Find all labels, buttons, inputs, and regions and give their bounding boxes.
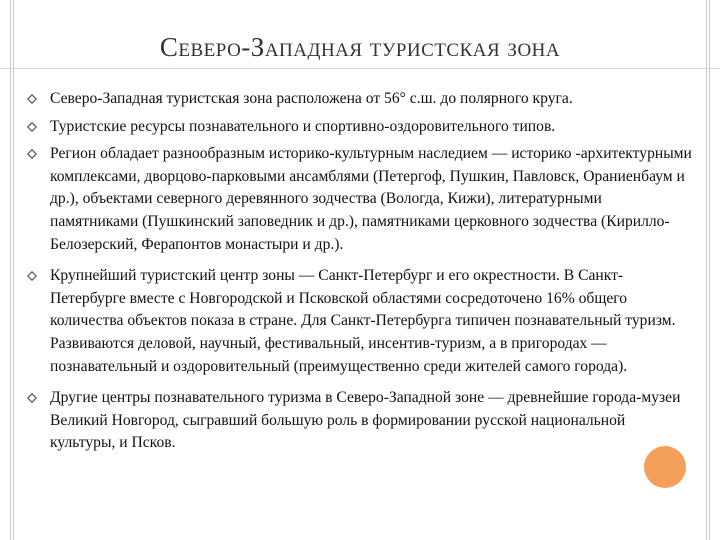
bullet-text: Северо-Западная туристская зона расположена от 56° с.ш. до полярного круга. [50,90,573,107]
right-border-line [709,0,710,540]
left-border-line [10,0,11,540]
left-border-line-inner [13,0,14,540]
diamond-outline-icon [27,393,37,403]
diamond-outline-icon [27,94,37,104]
bullet-text: Другие центры познавательного туризма в Северо-Западной зоне — древнейшие города-музеи Великий Новгород, сыгравший большую роль в формировании русской национальной культуры, и Псков. [50,389,681,452]
diamond-outline-icon [27,271,37,281]
title-area [30,30,690,64]
diamond-outline-icon [27,122,37,132]
right-border-line-inner [706,0,707,540]
bullet-item [25,143,693,256]
bullet-text: Туристские ресурсы познавательного и спортивно-оздоровительного типов. [50,117,556,135]
title-divider [0,68,720,69]
bullet-list [25,88,693,464]
bullet-text: Крупнейший туристский центр зоны — Санкт-Петербург и его окрестности. В Санкт-Петербурге вместе с Новгородской и Псковской областями сосредоточено 16% общего количества объектов показа в стране. Для Санкт-Петербурга типичен познавательный туризм. Развиваются деловой, научный, фестивальный, инсентив-туризм, а в пригородах — познавательный и оздоровительный (преимущественно среди жителей самого города). [50,267,676,375]
bullet-item [25,116,693,139]
bullet-item [25,265,693,378]
slide-title: Северо-Западная туристская зона [159,32,561,62]
decorative-orange-circle [644,446,686,488]
bullet-item [25,88,693,111]
diamond-outline-icon [27,149,37,159]
bullet-text: Регион обладает разнообразным историко-культурным наследием — историко -архитектурными комплексами, дворцово-парковыми ансамблями (Петергоф, Пушкин, Павловск, Ораниенбаум и др.), объектами северного деревянного зодчества (Вологда, Кижи), литературными памятниками (Пушкинский заповедник и др.), памятниками церковного зодчества (Кирилло-Белозерский, Ферапонтов монастыри и др.). [50,145,692,253]
bullet-item [25,387,693,455]
